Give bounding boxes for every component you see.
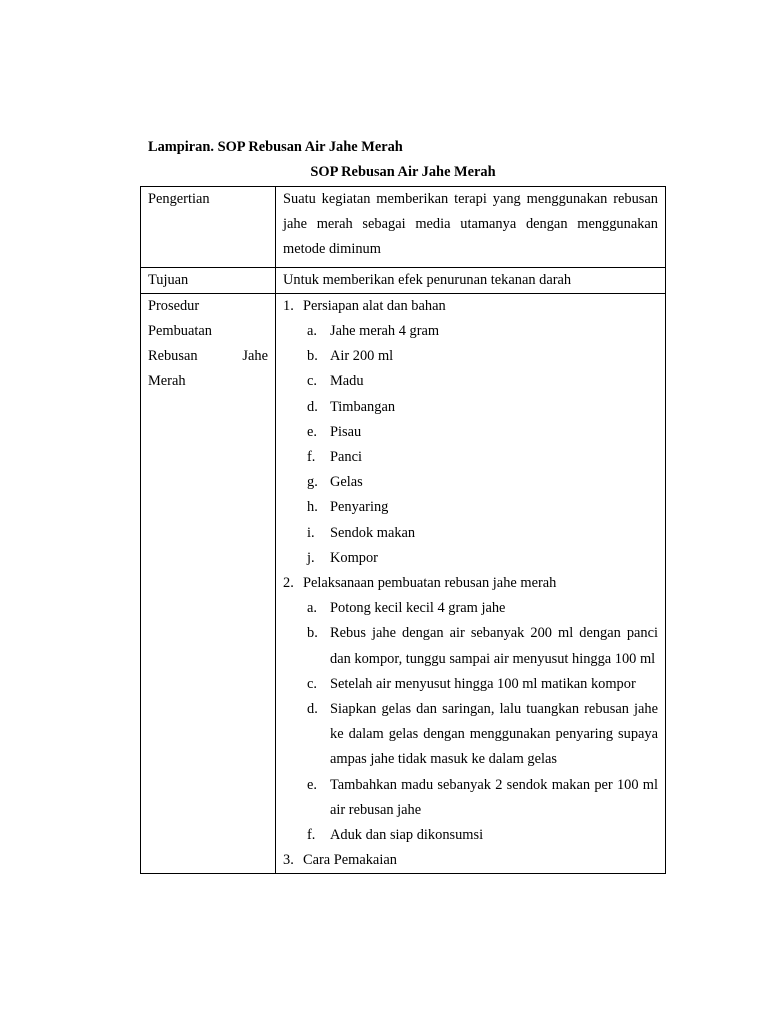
item-letter: c. (307, 675, 317, 692)
text-pengertian: Suatu kegiatan memberikan terapi yang menggunakan rebusan jahe merah sebagai media utamanya dengan menggunakan metode diminum (276, 187, 666, 268)
document-title: SOP Rebusan Air Jahe Merah (310, 164, 496, 180)
item-text: Potong kecil kecil 4 gram jahe (330, 600, 506, 617)
list-item (307, 344, 658, 369)
row-tujuan (141, 267, 666, 293)
list-item (307, 395, 658, 420)
item-text: Siapkan gelas dan saringan, lalu tuangkan rebusan jahe ke dalam gelas dengan menggunakan penyaring supaya ampas jahe tidak masuk ke dalam gelas (330, 701, 658, 768)
item-letter: i. (307, 524, 315, 541)
item-text: Setelah air menyusut hingga 100 ml matikan kompor (330, 675, 636, 692)
list-item (307, 319, 658, 344)
item-text: Timbangan (330, 398, 396, 415)
procedure-step (283, 571, 658, 596)
procedure-step (283, 848, 658, 873)
item-text: Panci (330, 449, 362, 466)
item-letter: d. (307, 701, 318, 718)
list-item (307, 773, 658, 823)
label-tujuan: Tujuan (141, 267, 276, 293)
sub-list (307, 596, 658, 848)
item-text: Tambahkan madu sebanyak 2 sendok makan per 100 ml air rebusan jahe (330, 776, 658, 818)
label-line: Pembuatan (148, 323, 212, 340)
item-text: Penyaring (330, 499, 389, 516)
list-item (307, 420, 658, 445)
text-tujuan: Untuk memberikan efek penurunan tekanan darah (276, 267, 666, 293)
label-word: Jahe (242, 348, 268, 365)
list-item (307, 823, 658, 848)
label-line: Prosedur (148, 297, 200, 314)
item-letter: f. (307, 827, 316, 844)
procedure-content (276, 293, 666, 874)
step-number: 1. (283, 297, 294, 314)
procedure-step (283, 294, 658, 319)
list-item (307, 621, 658, 671)
item-text: Jahe merah 4 gram (330, 323, 440, 340)
item-letter: d. (307, 398, 318, 415)
sub-list (307, 319, 658, 571)
sop-table (140, 186, 666, 874)
item-letter: c. (307, 373, 317, 390)
step-number: 2. (283, 575, 294, 592)
list-item (307, 521, 658, 546)
item-letter: a. (307, 600, 317, 617)
item-text: Pisau (330, 423, 362, 440)
label-line: Merah (148, 373, 186, 390)
item-text: Rebus jahe dengan air sebanyak 200 ml dengan panci dan kompor, tunggu sampai air menyusut hingga 100 ml (330, 625, 658, 667)
list-item (307, 445, 658, 470)
label-word: Rebusan (148, 348, 198, 365)
list-item (307, 495, 658, 520)
list-item (307, 697, 658, 773)
label-line (148, 344, 268, 369)
list-item (307, 369, 658, 394)
list-item (307, 596, 658, 621)
label-prosedur (141, 293, 276, 874)
item-letter: b. (307, 348, 318, 365)
item-letter: j. (307, 549, 315, 566)
item-text: Madu (330, 373, 364, 390)
item-letter: h. (307, 499, 318, 516)
step-title: Pelaksanaan pembuatan rebusan jahe merah (303, 575, 557, 592)
item-letter: f. (307, 449, 316, 466)
list-item (307, 546, 658, 571)
item-text: Air 200 ml (330, 348, 394, 365)
item-letter: b. (307, 625, 318, 642)
item-text: Aduk dan siap dikonsumsi (330, 827, 484, 844)
row-pengertian (141, 187, 666, 268)
attachment-heading: Lampiran. SOP Rebusan Air Jahe Merah (148, 139, 403, 155)
step-number: 3. (283, 852, 294, 869)
label-pengertian: Pengertian (141, 187, 276, 268)
step-title: Cara Pemakaian (303, 852, 397, 869)
item-letter: e. (307, 423, 317, 440)
list-item (307, 672, 658, 697)
item-text: Gelas (330, 474, 363, 491)
list-item (307, 470, 658, 495)
row-prosedur (141, 293, 666, 874)
item-letter: a. (307, 323, 317, 340)
item-text: Sendok makan (330, 524, 416, 541)
item-text: Kompor (330, 549, 378, 566)
item-letter: e. (307, 776, 317, 793)
item-letter: g. (307, 474, 318, 491)
step-title: Persiapan alat dan bahan (303, 297, 446, 314)
